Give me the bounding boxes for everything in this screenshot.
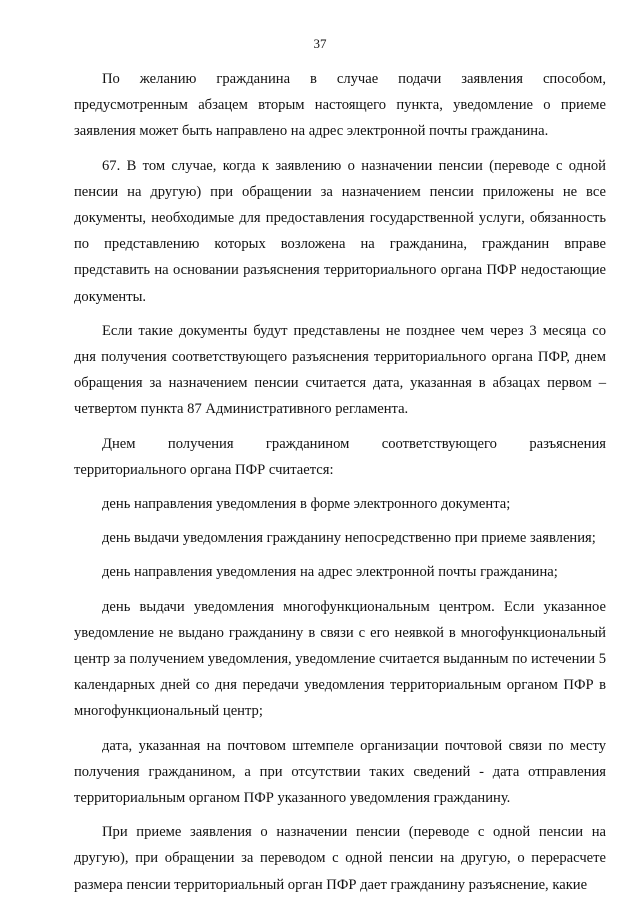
paragraph: Если такие документы будут представлены не позднее чем через 3 месяца со дня получения соответствующего разъяснения территориального органа ПФР, днем обращения за назначением пенсии считается дата, указанная в абзацах первом – четвертом пункта 87 Административного регламента. bbox=[74, 322, 606, 418]
paragraph: При приеме заявления о назначении пенсии (переводе с одной пенсии на другую), при обращении за переводом с одной пенсии на другую, о перерасчете размера пенсии территориальный орган ПФР дает гражданину разъяснение, какие bbox=[74, 824, 606, 893]
page-number: 37 bbox=[313, 36, 327, 51]
paragraph: день направления уведомления в форме электронного документа; bbox=[102, 496, 511, 513]
paragraph: По желанию гражданина в случае подачи заявления способом, предусмотренным абзацем вторым настоящего пункта, уведомление о приеме заявления может быть направлено на адрес электронной почты гражданина. bbox=[74, 71, 606, 140]
paragraph: дата, указанная на почтовом штемпеле организации почтовой связи по месту получения гражданином, а при отсутствии таких сведений - дата отправления территориальным органом ПФР указанного уведомления гражданину. bbox=[74, 737, 606, 807]
paragraph: 67. В том случае, когда к заявлению о назначении пенсии (переводе с одной пенсии на другую) при обращении за назначением пенсии приложены не все документы, необходимые для предоставления государственной услуги, обязанность по представлению которых возложена на гражданина, гражданин вправе представить на основании разъяснения территориального органа ПФР недостающие документы. bbox=[74, 157, 606, 305]
paragraph: день выдачи уведомления гражданину непосредственно при приеме заявления; bbox=[102, 530, 596, 547]
document-body bbox=[74, 66, 606, 898]
paragraph: день выдачи уведомления многофункциональным центром. Если указанное уведомление не выдано гражданину в связи с его неявкой в многофункциональный центр за получением уведомления, уведомление считается выданным по истечении 5 календарных дней со дня передачи уведомления территориальным органом ПФР в многофункциональный центр; bbox=[74, 598, 606, 720]
paragraph: день направления уведомления на адрес электронной почты гражданина; bbox=[102, 564, 558, 581]
paragraph: Днем получения гражданином соответствующего разъяснения территориального органа ПФР считается: bbox=[74, 435, 606, 478]
